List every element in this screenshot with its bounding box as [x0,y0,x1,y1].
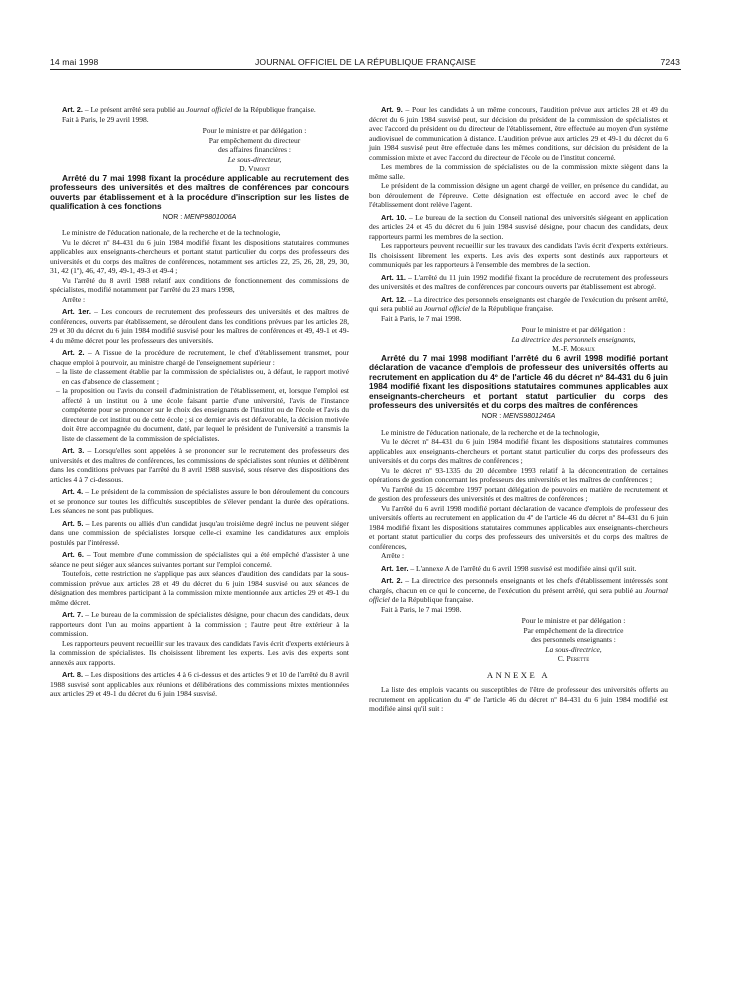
prev-fait: Fait à Paris, le 29 avril 1998. [62,114,149,124]
visa: Vu le décret nº 84-431 du 6 juin 1984 modifié fixant les dispositions statutaires communes applicables aux enseignants-chercheurs et portant statut particulier du corps des professeurs des universités et du corps des maîtres de conférences, notamment ses articles 22, 25, 26, 28, 29, 30, 31, 42 (1º), 46, 47, 49, 49-1, 49-3 et 49-4 ; [50,237,349,276]
prev-signature: Pour le ministre et par délégation : Par empêchement du directeur des affaires financières : Le sous-directeur, D. Vimont [202,126,307,173]
arrete-label: Arrête : [62,294,86,304]
article-2-item: – la proposition ou l'avis du conseil d'administration de l'établissement, et, lorsque l'emploi est affecté à un institut ou à une école faisant partie d'une université, l'avis de l'instance compétente pour se prononcer sur le choix des enseignants de l'institut ou de l'école et l'avis du directeur de cet institut ou de cette école ; si ce dernier avis est défavorable, la décision motivée doit être accompagnée du document, daté, par lequel le président de l'université a transmis la liste de classement de la commission de spécialistes. [56,386,349,443]
article-1: Art. 1er. – Les concours de recrutement des professeurs des universités et des maîtres de conférences, ouverts par établissement, se déroulent dans les conditions prévues par les articles 28, 29 et 30 du décret du 6 juin 1984 modifié susvisé pour les maîtres de conférences et 49, 49-1 et 49-4 du même décret pour les professeurs des universités. [50,307,349,345]
article-2: Art. 2. – A l'issue de la procédure de recrutement, le chef d'établissement transmet, pour chaque emploi à pourvoir, au ministre chargé de l'enseignement supérieur : [50,348,349,367]
issue-date: 14 mai 1998 [50,57,99,67]
decree-1-title: Arrêté du 7 mai 1998 fixant la procédure applicable au recrutement des professeurs des universités et des maîtres de conférences par concours ouverts par établissement et à la procédure d'inscription sur les listes de qualification à ces fonctions [50,172,349,212]
article-2-item: – la liste de classement établie par la commission de spécialistes ou, à défaut, le rapport motivé en cas d'absence de classement ; [56,367,349,386]
decree-2-nor: NOR : MENS9801246A [481,413,556,421]
journal-title: JOURNAL OFFICIEL DE LA RÉPUBLIQUE FRANÇAISE [255,57,476,67]
article-10-para: Les rapporteurs peuvent recueillir sur les travaux des candidats l'avis écrit d'experts extérieurs. Ils choisissent librement les experts. Les avis des experts sont destinés aux rapporteurs et communiqués par les rapporteurs à l'ensemble des membres de la section. [369,241,668,269]
visa: Vu l'arrêté du 6 avril 1998 modifié portant déclaration de vacance d'emplois de professeur des universités offerts au recrutement en application du 4º de l'article 46 du décret nº 84-431 du 6 juin 1984 modifié fixant les dispositions statutaires communes applicables aux enseignants-chercheurs et portant statut particulier du corps des professeurs des universités et du corps des maîtres de conférences, [369,503,668,551]
article-11: Art. 11. – L'arrêté du 11 juin 1992 modifié fixant la procédure de recrutement des professeurs des universités et des maîtres de conférences par concours ouverts par établissement est abrogé. [369,272,668,291]
article-9-para: Les membres de la commission de spécialistes ou de la commission mixte siègent dans la même salle. [369,162,668,181]
visa: Le ministre de l'éducation nationale, de la recherche et de la technologie, [381,427,600,437]
fait-2: Fait à Paris, le 7 mai 1998. [381,604,462,614]
article-7: Art. 7. – Le bureau de la commission de spécialistes désigne, pour chacun des candidats, deux rapporteurs dont l'un au moins appartient à la commission ; l'autre peut être extérieur à la commission. [50,610,349,639]
right-column [369,103,668,714]
article-5: Art. 5. – Les parents ou alliés d'un candidat jusqu'au troisième degré inclus ne peuvent siéger dans une commission de spécialistes lorsque celle-ci examine les candidatures aux emplois postulés par l'intéressé. [50,518,349,547]
article-10: Art. 10. – Le bureau de la section du Conseil national des universités siégeant en application des articles 24 et 45 du décret du 6 juin 1984 susvisé désigne, pour chacun des candidats, deux rapporteurs parmi les membres de la section. [369,212,669,241]
article-3: Art. 3. – Lorsqu'elles sont appelées à se prononcer sur le recrutement des professeurs des universités et des maîtres de conférences, les commissions de spécialistes sont réunies et délibèrent dans les conditions prévues par l'arrêté du 8 avril 1988 susvisé, sous réserve des dispositions des articles 4 à 7 ci-dessous. [50,446,350,484]
left-column [50,103,349,699]
decree-1-nor: NOR : MENP9801006A [162,213,237,221]
page-number: 7243 [660,57,680,67]
decree-2-title: Arrêté du 7 mai 1998 modifiant l'arrêté du 6 avril 1998 modifié portant déclaration de vacance d'emplois de professeur des universités offerts au recrutement en application du 4º de l'article 46 du décret nº 84-431 du 6 juin 1984 modifié fixant les dispositions statutaires communes applicables aux enseignants-chercheurs et portant statut particulier du corps des professeurs des universités et du corps des maîtres de conférences [369,352,668,411]
article-9: Art. 9. – Pour les candidats à un même concours, l'audition prévue aux articles 28 et 49 du décret du 6 juin 1984 susvisé peut, sur décision du président de la commission de spécialistes et avec l'accord du président ou du directeur de l'établissement, être effectuée au moyen d'un système audiovisuel de communication à distance. L'audition prévue aux articles 29 et 49-1 du décret du 6 juin 1984 susvisé peut être effectuée dans les mêmes conditions, sur décision du président de la commission mixte et avec l'accord du directeur de l'école ou de l'institut concerné. [369,105,668,162]
visa: Le ministre de l'éducation nationale, de la recherche et de la technologie, [62,228,281,238]
annex-title: ANNEXE A [486,669,551,680]
visa: Vu l'arrêté du 15 décembre 1997 portant délégation de pouvoirs en matière de recrutement et de gestion des professeurs des universités et des maîtres de conférences ; [369,484,668,504]
header-rule [50,69,681,70]
article-9-para: Le président de la commission désigne un agent chargé de veiller, en présence du candidat, au bon déroulement de l'épreuve. Cette désignation est effectuée en accord avec le chef de l'établissement dont relève l'agent. [369,181,668,209]
signature-1: Pour le ministre et par délégation : La directrice des personnels enseignants, M.-F. Moraux [511,325,636,353]
article-7-para: Les rapporteurs peuvent recueillir sur les travaux des candidats l'avis écrit d'experts extérieurs à la commission de spécialistes. Ils choisissent librement les experts. Les avis des experts sont annexés aux rapports. [50,638,349,667]
fait-1: Fait à Paris, le 7 mai 1998. [381,313,462,323]
arrete-label: Arrête : [381,551,405,561]
annex-text: La liste des emplois vacants ou susceptibles de l'être de professeur des universités offerts au recrutement en application du 4º de l'article 46 du décret nº 84-431 du 6 juin 1984 modifié est modifiée ainsi qu'il suit : [369,685,668,714]
decree-2-article-2: Art. 2. – La directrice des personnels enseignants et les chefs d'établissement intéressés sont chargés, chacun en ce qui le concerne, de l'exécution du présent arrêté, qui sera publié au Journal officiel de la République française. [369,576,668,605]
article-6: Art. 6. – Tout membre d'une commission de spécialistes qui a été empêché d'assister à une séance ne peut siéger aux séances suivantes portant sur l'emploi concerné. [50,550,350,569]
visa: Vu le décret nº 93-1335 du 20 décembre 1993 relatif à la déconcentration de certaines opérations de gestion concernant les professeurs des universités et les maîtres de conférences ; [369,465,668,485]
signature-2: Pour le ministre et par délégation : Par empêchement de la directrice des personnels enseignants : La sous-directrice, C. Perette [521,616,626,664]
article-12: Art. 12. – La directrice des personnels enseignants est chargée de l'exécution du présent arrêté, qui sera publié au Journal officiel de la République française. [369,294,669,313]
article-6-para: Toutefois, cette restriction ne s'applique pas aux séances d'audition des candidats par la sous-commission prévue aux articles 28 et 49 du décret du 6 juin 1984 susvisé ou aux séances de désignation des membres participant à la commission mixte mentionnée aux articles 29 et 49-1 du même décret. [50,569,349,607]
visa: Vu l'arrêté du 8 avril 1988 relatif aux conditions de fonctionnement des commissions de spécialistes, modifié notamment par l'arrêté du 23 mars 1998, [50,275,349,295]
article-4: Art. 4. – Le président de la commission de spécialistes assure le bon déroulement du concours et se prononce sur toutes les difficultés susceptibles de s'élever pendant la durée des opérations. Les séances ne sont pas publiques. [50,487,349,516]
visa: Vu le décret nº 84-431 du 6 juin 1984 modifié fixant les dispositions statutaires communes applicables aux enseignants-chercheurs et portant statut particulier du corps des professeurs des universités et du corps des maîtres de conférences ; [369,437,668,466]
decree-2-article-1: Art. 1er. – L'annexe A de l'arrêté du 6 avril 1998 susvisé est modifiée ainsi qu'il suit. [381,563,637,573]
article-8: Art. 8. – Les dispositions des articles 4 à 6 ci-dessus et des articles 9 et 10 de l'arrêté du 8 avril 1988 susvisé sont applicables aux réunions et délibérations des commissions mixtes mentionnées aux articles 29 et 49-1 du décret du 6 juin 1984 susvisé. [50,670,349,699]
prev-article-2: Art. 2. – Le présent arrêté sera publié au Journal officiel de la République française. [62,105,316,114]
